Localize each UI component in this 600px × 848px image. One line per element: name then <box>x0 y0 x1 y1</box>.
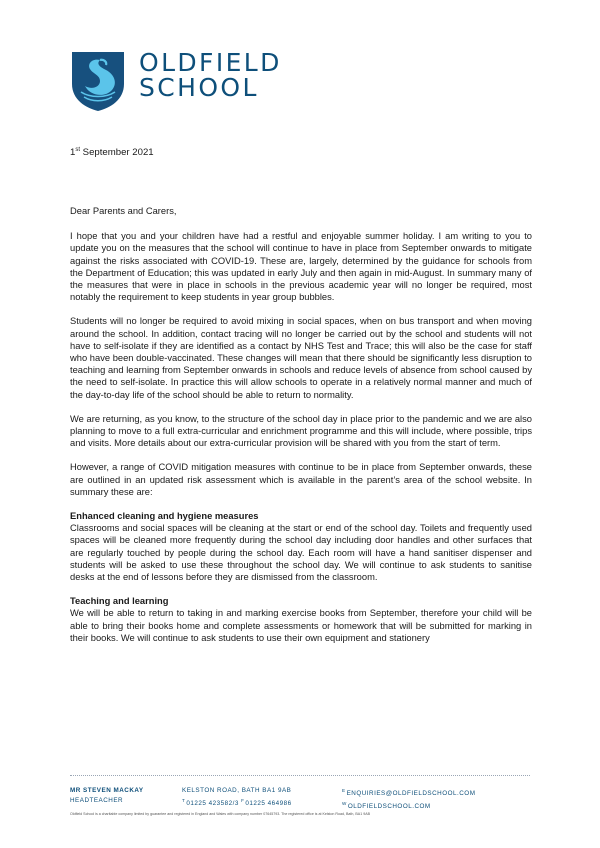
fax-label: F <box>241 797 245 803</box>
letter-body <box>70 205 532 656</box>
footer-phones <box>182 796 292 809</box>
paragraph-mixing: Students will no longer be required to avoid mixing in social spaces, when on bus transport and when moving around the school. In addition, contact tracing will no longer be carried out by the school and students will not have to self-isolate if they are identified as a contact by NHS Test and Trace; this will also be the case for staff who have been double-vaccinated. These changes will mean that there should be significantly less disruption to teaching and learning from September onwards in schools and reduce levels of absence from school caused by the need to self-isolate. In practice this will allow schools to operate in a relatively normal manner and much of the day-to-day life of the school should be able to return to normality. <box>70 316 532 400</box>
salutation: Dear Parents and Carers, <box>70 206 177 216</box>
paragraph-intro: I hope that you and your children have had a restful and enjoyable summer holiday. I am writing to you to update you on the measures that the school will continue to have in place from September onwards to mitigate against the risks associated with COVID-19. These are, largely, determined by the guidance for schools from the Department of Education; this was updated in early July and then again in mid-August. In summary many of the measures that were in place in schools in the previous academic year will no longer be required, most notably the requirement to keep students in year group bubbles. <box>70 231 532 303</box>
paragraph-measures: However, a range of COVID mitigation measures with continue to be in place from September onwards, these are outlined in an updated risk assessment which is available in the parent’s area of the school website. In summary these are: <box>70 462 532 497</box>
phone-label: T <box>182 797 186 803</box>
school-name-line2: SCHOOL <box>139 73 259 102</box>
footer-website-line <box>342 799 475 812</box>
footer-role: HEADTEACHER <box>70 796 124 804</box>
date-rest: September 2021 <box>80 147 154 159</box>
swan-shield-icon <box>70 50 126 112</box>
footer-website[interactable]: OLDFIELDSCHOOL.COM <box>347 802 431 810</box>
website-label: W <box>342 800 347 806</box>
footer-email-line <box>342 786 475 799</box>
footer-email[interactable]: ENQUIRIES@OLDFIELDSCHOOL.COM <box>346 790 476 798</box>
footer-divider <box>70 775 530 776</box>
email-label: E <box>342 788 346 793</box>
footer-fax: 01225 464986 <box>245 799 292 807</box>
footer-legal-notice: Oldfield School is a charitable company limited by guarantee and registered in England and Wales with company number 07645793. The registered office is at Kelston Road, Bath, BA1 9AB <box>70 812 370 816</box>
paragraph-teaching: We will be able to return to taking in and marking exercise books from September, therefore your child will be able to bring their books home and complete assessments or homework that will be submitted for marking in their books. We will continue to ask students to use their own equipment and stationery <box>70 608 532 643</box>
paragraph-school-day: We are returning, as you know, to the structure of the school day in place prior to the pandemic and we are also planning to move to a full extra-curricular and enrichment programme and this will include, where possible, trips and visits. More details about our extra-curricular provision will be shared with you from the start of term. <box>70 413 532 449</box>
school-name-line1: OLDFIELD <box>139 48 282 77</box>
heading-teaching: Teaching and learning <box>70 596 169 607</box>
footer-address: KELSTON ROAD, BATH BA1 9AB <box>182 787 292 794</box>
date-day: 1 <box>70 147 76 159</box>
footer-signatory <box>70 786 144 805</box>
heading-cleaning: Enhanced cleaning and hygiene measures <box>70 511 259 522</box>
footer-name: MR STEVEN MACKAY <box>70 787 144 794</box>
date-suffix: st <box>75 147 81 153</box>
letter-date <box>70 147 154 158</box>
footer-address-block <box>182 786 292 808</box>
footer-phone: 01225 423582/3 <box>186 799 239 807</box>
school-name <box>139 50 282 100</box>
paragraph-cleaning: Classrooms and social spaces will be cleaning at the start or end of the school day. Toilets and frequently used spaces will be cleaned more frequently during the school day including door handles and other surfaces that are regularly touched by people during the school day. Each room will have a hand sanitiser dispenser and students will be asked to use these throughout the school day. We will continue to ask students to sanitise desks at the end of lessons before they are dismissed from the classroom. <box>70 523 532 583</box>
footer-contact-block <box>342 786 475 811</box>
